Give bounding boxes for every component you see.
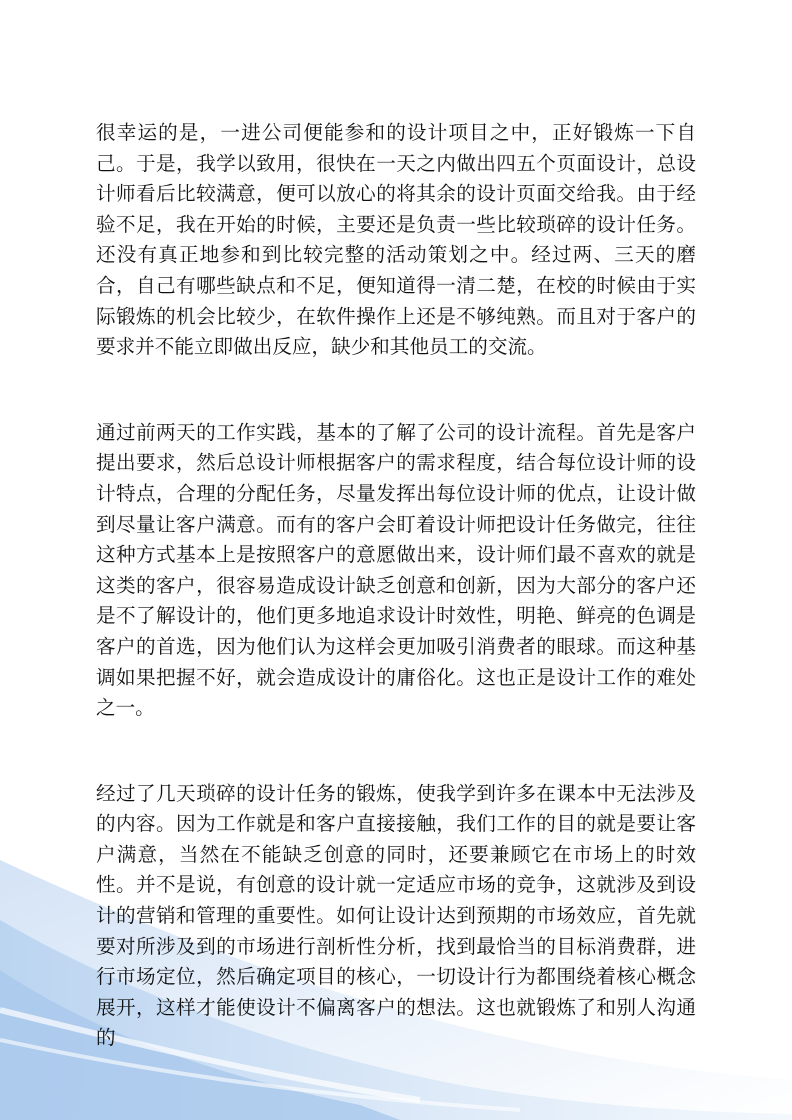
paragraph-3: 经过了几天琐碎的设计任务的锻炼，使我学到许多在课本中无法涉及的内容。因为工作就是和客户直接接触，我们工作的目的就是要让客户满意，当然在不能缺乏创意的同时，还要兼顾它在市场上的时效性。并不是说，有创意的设计就一定适应市场的竞争，这就涉及到设计的营销和管理的重要性。如何让设计达到预期的市场效应，首先就要对所涉及到的市场进行剖析性分析，找到最恰当的目标消费群，进行市场定位，然后确定项目的核心，一切设计行为都围绕着核心概念展开，这样才能使设计不偏离客户的想法。这也就锻炼了和别人沟通的 <box>96 781 696 1050</box>
paragraph-2: 通过前两天的工作实践，基本的了解了公司的设计流程。首先是客户提出要求，然后总设计师根据客户的需求程度，结合每位设计师的设计特点，合理的分配任务，尽量发挥出每位设计师的优点，让设计做到尽量让客户满意。而有的客户会盯着设计师把设计任务做完，往往这种方式基本上是按照客户的意愿做出来，设计师们最不喜欢的就是这类的客户，很容易造成设计缺乏创意和创新，因为大部分的客户还是不了解设计的，他们更多地追求设计时效性，明艳、鲜亮的色调是客户的首选，因为他们认为这样会更加吸引消费者的眼球。而这种基调如果把握不好，就会造成设计的庸俗化。这也正是设计工作的难处之一。 <box>96 420 696 720</box>
document-body <box>96 118 696 1054</box>
paragraph-1: 很幸运的是，一进公司便能参和的设计项目之中，正好锻炼一下自己。于是，我学以致用，很快在一天之内做出四五个页面设计，总设计师看后比较满意，便可以放心的将其余的设计页面交给我。由于经验不足，我在开始的时候，主要还是负责一些比较琐碎的设计任务。还没有真正地参和到比较完整的活动策划之中。经过两、三天的磨合，自己有哪些缺点和不足，便知道得一清二楚，在校的时候由于实际锻炼的机会比较少，在软件操作上还是不够纯熟。而且对于客户的要求并不能立即做出反应，缺少和其他员工的交流。 <box>96 121 696 359</box>
